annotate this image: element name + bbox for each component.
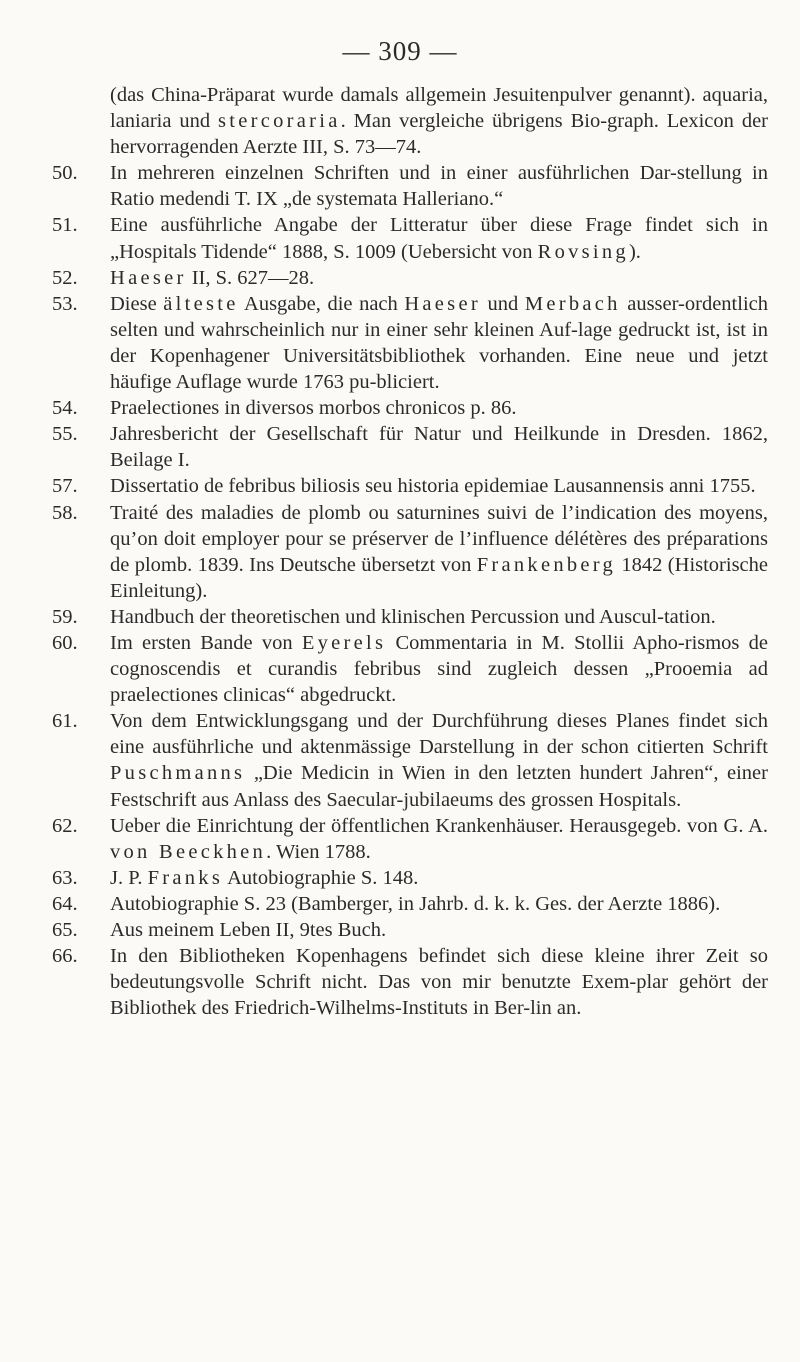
endnote-number: 62. <box>52 814 78 837</box>
spaced-name: Puschmanns <box>110 762 246 785</box>
page-number: — 309 — <box>342 36 458 66</box>
spaced-name: stercoraria <box>218 110 341 133</box>
endnote-number: 65. <box>52 919 78 941</box>
endnote-text <box>110 421 768 473</box>
endnote <box>52 630 768 708</box>
endnotes-list <box>52 82 768 1021</box>
endnote <box>52 917 768 943</box>
endnote-text <box>110 212 768 264</box>
text-run: „Die Medicin in Wien in den letzten hundert Jahren“, einer Festschrift aus Anlass des Saecular-jubilaeums des grossen Hospitals. <box>110 762 768 811</box>
text-run: Im ersten Bande von <box>110 631 302 654</box>
endnote-text <box>110 604 768 630</box>
text-run: . Man vergleiche übrigens Bio-graph. Lexicon der hervorragenden Aerzte III, S. 73—74. <box>110 110 768 159</box>
endnote <box>52 212 768 264</box>
text-run: J. P. <box>110 866 148 889</box>
text-run: Ueber die Einrichtung der öffentlichen Krankenhäuser. Herausgegeb. von G. A. <box>110 814 768 837</box>
text-run: Jahresbericht der Gesellschaft für Natur und Heilkunde in Dresden. 1862, Beilage I. <box>110 423 768 472</box>
text-run: und <box>480 292 525 315</box>
endnote-text <box>110 708 768 812</box>
endnote <box>52 500 768 604</box>
endnote-text <box>110 891 768 917</box>
endnote-text <box>110 630 768 708</box>
endnote-text <box>110 160 768 212</box>
spaced-name: Merbach <box>524 292 621 315</box>
text-run: Von dem Entwicklungsgang und der Durchführung dieses Planes findet sich eine ausführliche und aktenmässige Darstellung in der schon citierten Schrift <box>110 710 768 759</box>
spaced-name: Eyerels <box>301 631 387 654</box>
text-run: In den Bibliotheken Kopenhagens befindet sich diese kleine ihrer Zeit so bedeutungsvolle Schrift nicht. Das von mir benutzte Exem-plar gehört der Bibliothek des Friedrich-Wilhelms-Instituts in Ber-lin an. <box>110 945 768 1020</box>
endnote-number: 60. <box>52 631 78 654</box>
spaced-name: Frankenberg <box>476 553 617 576</box>
endnote-number: 53. <box>52 292 78 315</box>
text-run: Dissertatio de febribus biliosis seu historia epidemiae Lausannensis anni 1755. <box>110 475 756 498</box>
endnote <box>52 891 768 917</box>
endnote-text <box>110 813 768 865</box>
endnote <box>52 865 768 891</box>
endnote-text <box>110 265 768 291</box>
endnote-number <box>52 82 110 160</box>
endnote <box>52 473 768 499</box>
endnote-text <box>110 500 768 604</box>
endnote-number: 66. <box>52 945 78 968</box>
text-run: . Wien 1788. <box>266 840 371 863</box>
endnote-text <box>110 865 768 891</box>
endnote-text <box>110 917 768 943</box>
endnote-number: 61. <box>52 710 78 733</box>
text-run: Diese <box>110 292 164 315</box>
endnote-number: 63. <box>52 866 78 889</box>
endnote <box>52 943 768 1021</box>
endnote <box>52 421 768 473</box>
endnote <box>52 265 768 291</box>
spaced-name: Haeser <box>110 266 187 289</box>
spaced-name: Rovsing <box>537 240 629 263</box>
text-run: Aus meinem Leben II, 9tes Buch. <box>110 919 387 941</box>
endnote-number: 64. <box>52 892 78 915</box>
text-run: Commentaria in M. Stollii Apho-rismos de cognoscendis et curandis febribus sind zugleich dessen „Prooemia ad praelectiones clinicas“ abgedruckt. <box>110 631 769 707</box>
endnote <box>52 291 768 395</box>
endnote <box>52 708 768 812</box>
text-run: Eine ausführliche Angabe der Litteratur über diese Frage findet sich in „Hospitals Tidende“ 1888, S. 1009 (Uebersicht von <box>110 214 768 263</box>
spaced-name: älteste <box>163 292 239 315</box>
spaced-name: Franks <box>147 866 224 889</box>
text-run: (das China-Präparat wurde damals allgemein Jesuitenpulver genannt). aquaria, laniaria und <box>110 84 768 133</box>
text-run: Ausgabe, die nach <box>238 292 405 315</box>
endnote-text <box>110 473 768 499</box>
text-run: Handbuch der theoretischen und klinischen Percussion und Auscul-tation. <box>110 605 716 628</box>
endnote-number: 58. <box>52 501 78 524</box>
endnote <box>52 604 768 630</box>
text-run: Autobiographie S. 23 (Bamberger, in Jahrb. d. k. k. Ges. der Aerzte 1886). <box>110 892 721 915</box>
spaced-name: Haeser <box>404 292 481 315</box>
endnote <box>52 395 768 421</box>
text-run: ). <box>628 240 641 263</box>
endnote <box>52 813 768 865</box>
endnote-text <box>110 943 768 1021</box>
endnote-number: 50. <box>52 162 78 185</box>
text-run: Praelectiones in diversos morbos chronicos p. 86. <box>110 397 517 420</box>
endnote-number: 52. <box>52 266 78 289</box>
endnote-number: 55. <box>52 423 78 446</box>
endnote <box>52 82 768 160</box>
endnote-text <box>110 291 768 395</box>
text-run: II, S. 627—28. <box>186 266 315 289</box>
text-run: Autobiographie S. 148. <box>223 866 419 889</box>
text-run: In mehreren einzelnen Schriften und in einer ausführlichen Dar-stellung in Ratio medendi T. IX „de systemata Halleriano.“ <box>110 162 768 211</box>
endnote-number: 51. <box>52 214 78 237</box>
text-run: Traité des maladies de plomb ou saturnines suivi de l’indication des moyens, qu’on doit employer pour se préserver de l’influence délétères des préparations de plomb. 1839. Ins Deutsche übersetzt von <box>110 501 768 576</box>
endnote-text <box>110 395 768 421</box>
endnote <box>52 160 768 212</box>
endnote-number: 54. <box>52 397 78 420</box>
spaced-name: von Beeckhen <box>110 840 267 863</box>
endnote-text <box>110 82 768 160</box>
text-run: ausser-ordentlich selten und wahrscheinlich nur in einer sehr kleinen Auf-lage gedruckt ist, ist in der Kopenhagener Universitätsbibliothek vorhanden. Eine neue und jetzt häufige Auflage wurde 1763 pu-bliciert. <box>110 292 768 394</box>
endnote-number: 57. <box>52 475 78 498</box>
text-run: 1842 (Historische Einleitung). <box>110 553 769 602</box>
endnote-number: 59. <box>52 605 78 628</box>
